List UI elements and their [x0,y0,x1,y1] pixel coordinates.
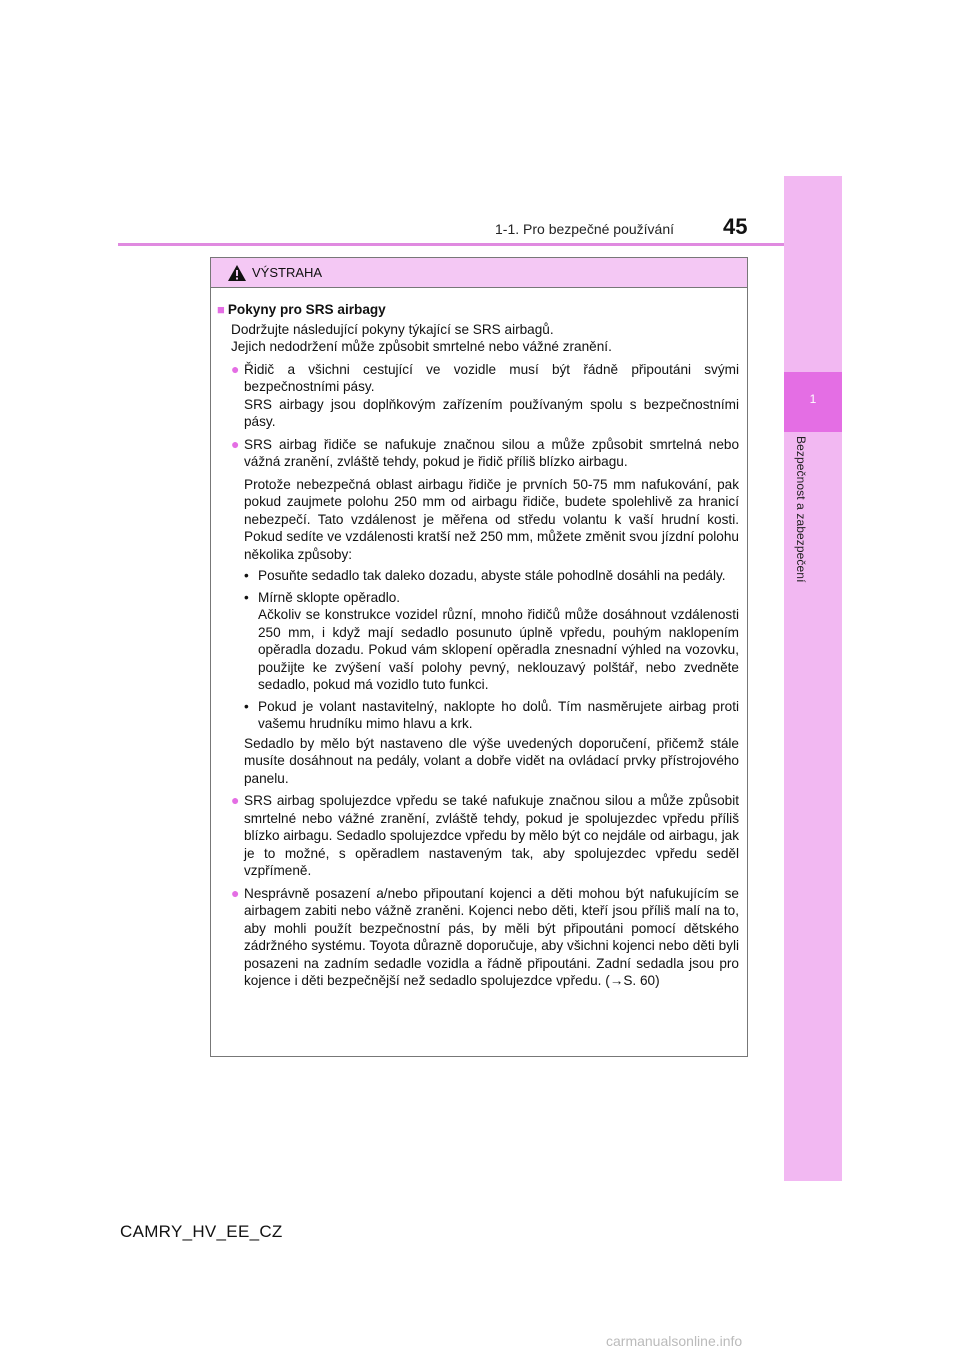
paragraph: Protože nebezpečná oblast airbagu řidiče je prvních 50-75 mm nafukování, pak pokud zaujmete polohu 250 mm od airbagu řidiče, budete spolehlivě za hranicí nebezpečí. Tato vzdálenost je měřena od středu volantu k vaší hrudní kosti. Pokud sedíte ve vzdálenosti kratší než 250 mm, můžete změnit svou jízdní polohu několika způsoby: [244,476,739,562]
item-text: SRS airbag řidiče se nafukuje značnou silou a může způsobit smrtelná nebo vážná zranění, zvláště tehdy, pokud je řidič příliš blízko airbagu. [244,436,739,469]
page-number: 45 [723,214,748,239]
intro-line: Dodržujte následující pokyny týkající se SRS airbagů. [231,321,554,337]
circle-bullet-icon: ● [231,884,240,901]
section-title: ■ Pokyny pro SRS airbagy [217,302,386,317]
square-bullet-icon: ■ [217,302,225,317]
warning-content [211,288,747,990]
header-rule [118,243,784,246]
bullet-item: • Pokud je volant nastavitelný, naklopte ho dolů. Tím nasměrujete airbag proti vašemu hrudníku mimo hlavu a krk. [244,698,739,731]
warning-header [211,258,747,288]
bullet-detail: Ačkoliv se konstrukce vozidel různí, mnoho řidičů může dosáhnout vzdálenosti 250 mm, i když mají sedadlo posunuto úplně vpředu, pouhým naklopením opěradla dozadu. Pokud vám sklopení opěradla znesnadní výhled na vozovku, použijte ke zvýšení vaší polohy pevný, neklouzavý polštář, nebo zvedněte sedadlo, pokud má vozidlo tuto funkci. [258,607,739,692]
list-item [217,361,739,431]
warning-label: VÝSTRAHA [252,265,323,280]
item-text: Řidič a všichni cestující ve vozidle musí být řádně připoutáni svými bezpečnostními pásy. [244,361,739,394]
chapter-number: 1 [809,392,817,406]
circle-bullet-icon: ● [231,360,240,377]
item-text: SRS airbag spolujezdce vpředu se také nafukuje značnou silou a může způsobit smrtelné nebo vážné zranění, zvláště tehdy, pokud je spolujezdec vpředu příliš blízko airbagu. Sedadlo spolujezdce vpředu by mělo být co nejdále od airbagu, jak je to možné, s opěradlem nastaveným tak, aby spolujezdec vpředu seděl vzpřímeně. [244,793,739,878]
circle-bullet-icon: ● [231,792,240,808]
circle-bullet-icon: ● [231,435,240,452]
bullet-item: • Posuňte sedadlo tak daleko dozadu, abyste stále pohodlně dosáhli na pedály. [244,568,726,583]
list-item [217,792,739,880]
intro-line: Jejich nedodržení může způsobit smrtelné nebo vážné zranění. [231,339,612,354]
section-header: 1-1. Pro bezpečné používání [495,221,675,237]
document-code: CAMRY_HV_EE_CZ [120,1222,283,1241]
warning-box [210,257,748,1057]
item-text: SRS airbagy jsou doplňkovým zařízením používaným spolu s bezpečnostními pásy. [244,396,739,429]
side-tab [784,176,842,1181]
chapter-label: Bezpečnost a zabezpečení [794,436,808,583]
list-item [217,436,739,471]
warning-triangle-icon [227,264,247,282]
paragraph: Sedadlo by mělo být nastaveno dle výše uvedených doporučení, přičemž stále musíte dosáhnout na pedály, volant a dobře vidět na ovládací prvky přístrojového panelu. [244,735,739,786]
watermark: carmanualsonline.info [606,1333,743,1349]
list-item [217,885,739,990]
bullet-item: • Mírně sklopte opěradlo. Ačkoliv se konstrukce vozidel různí, mnoho řidičů může dosáhnout vzdálenosti 250 mm, i když mají sedadlo posunuto úplně vpředu, pouhým naklopením opěradla dozadu. Pokud vám sklopení opěradla znesnadní výhled na vozovku, použijte ke zvýšení vaší polohy pevný, neklouzavý polštář, nebo zvedněte sedadlo, pokud má vozidlo tuto funkci. [244,589,739,692]
item-text: Nesprávně posazení a/nebo připoutaní kojenci a děti mohou být nafukujícím se airbagem zabiti nebo vážně zraněni. Kojenci nebo děti, kteří jsou příliš malí na to, aby mohli použít bezpečnostní pás, by měli být připoutáni pomocí dětského zádržného systému. Toyota důrazně doporučuje, aby všichni kojenci nebo děti byli posazeni na zadním sedadle vozidla a řádně připoutáni. Zadní sedadla jsou pro kojence i děti bezpečnější než sedadlo spolujezdce vpředu. (→S. 60) [244,885,739,988]
